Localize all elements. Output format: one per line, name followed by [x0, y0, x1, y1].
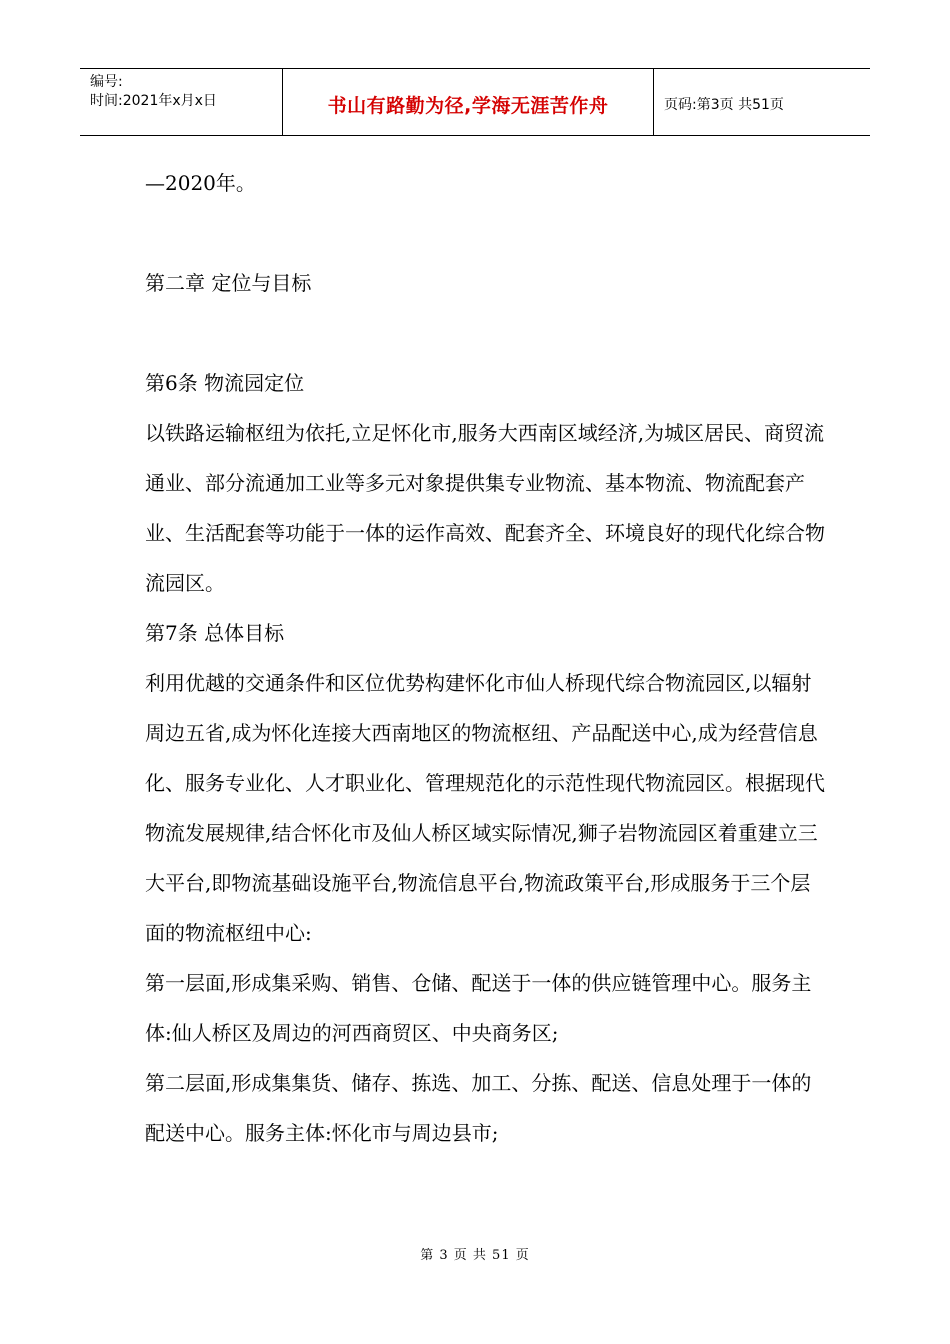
header-motto-cell [283, 69, 653, 135]
document-header [80, 68, 870, 136]
header-meta [80, 69, 282, 135]
text-year-end: —2020年。 [145, 171, 256, 195]
article-7-body: 利用优越的交通条件和区位优势构建怀化市仙人桥现代综合物流园区,以辐射周边五省,成为怀化连接大西南地区的物流枢纽、产品配送中心,成为经营信息化、服务专业化、人才职业化、管理规范化的示范性现代物流园区。根据现代物流发展规律,结合怀化市及仙人桥区域实际情况,狮子岩物流园区着重建立三大平台,即物流基础设施平台,物流信息平台,物流政策平台,形成服务于三个层面的物流枢纽中心: [145, 671, 825, 945]
article-7-title: 第7条 总体目标 [145, 621, 285, 645]
header-page-number: 页码:第3页 共51页 [664, 97, 784, 113]
date-label: 时间:2021年x月x日 [90, 93, 217, 109]
level-2-text: 第二层面,形成集集货、储存、拣选、加工、分拣、配送、信息处理于一体的配送中心。服务主体:怀化市与周边县市; [145, 1071, 812, 1145]
main-content [145, 358, 825, 1158]
article-6-body: 以铁路运输枢纽为依托,立足怀化市,服务大西南区域经济,为城区居民、商贸流通业、部分流通加工业等多元对象提供集专业物流、基本物流、物流配套产业、生活配套等功能于一体的运作高效、配套齐全、环境良好的现代化综合物流园区。 [145, 421, 825, 595]
serial-number-label: 编号: [90, 74, 123, 90]
chapter-title: 第二章 定位与目标 [145, 271, 312, 295]
article-6-title: 第6条 物流园定位 [145, 371, 305, 395]
chapter-heading [145, 258, 825, 308]
header-motto: 书山有路勤为径,学海无涯苦作舟 [327, 94, 609, 117]
paragraph-year-end [145, 158, 825, 208]
page-footer: 第 3 页 共 51 页 [420, 1248, 530, 1263]
header-page-cell [654, 69, 870, 135]
level-1-text: 第一层面,形成集采购、销售、仓储、配送于一体的供应链管理中心。服务主体:仙人桥区及周边的河西商贸区、中央商务区; [145, 971, 812, 1045]
